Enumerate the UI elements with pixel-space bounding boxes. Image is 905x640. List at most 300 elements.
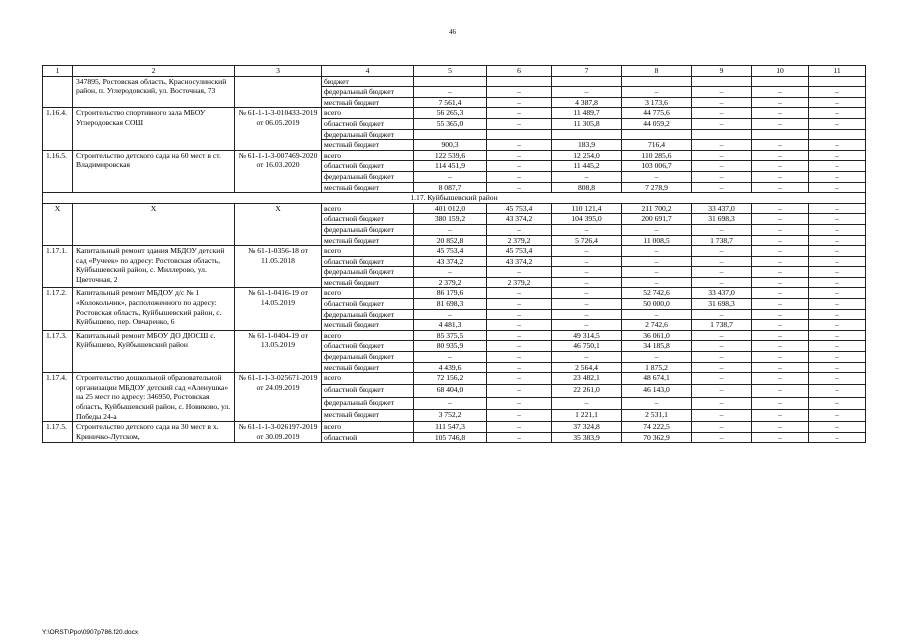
budget-source: всего xyxy=(322,288,414,299)
document-reference: № 61-1-1-3-007469-2020 от 16.03.2020 xyxy=(235,150,322,192)
amount-cell: 3 752,2 xyxy=(414,409,487,421)
document-reference: № 61-1-0356-18 от 11.05.2018 xyxy=(235,246,322,288)
amount-cell: – xyxy=(809,352,866,363)
amount-cell: 56 265,3 xyxy=(414,108,487,119)
object-name: Строительство детского сада на 60 мест в ст. Владимировская xyxy=(73,150,235,192)
amount-cell: – xyxy=(809,87,866,98)
amount-cell: – xyxy=(752,309,809,320)
amount-cell: 2 531,1 xyxy=(622,409,692,421)
amount-cell: 2 742,6 xyxy=(622,320,692,331)
object-name: Капитальный ремонт здания МБДОУ детский сад «Ручеек» по адресу: Ростовская область, Куйбышевский район, с. Миллерово, ул. Цветочная, 2 xyxy=(73,246,235,288)
amount-cell: 1 221,1 xyxy=(552,409,622,421)
amount-cell: – xyxy=(752,267,809,278)
amount-cell xyxy=(487,76,552,87)
amount-cell: – xyxy=(487,422,552,433)
amount-cell: – xyxy=(752,288,809,299)
document-reference xyxy=(235,76,322,108)
amount-cell: – xyxy=(809,246,866,257)
amount-cell: – xyxy=(752,277,809,288)
amount-cell: – xyxy=(552,224,622,235)
budget-source: областной бюджет xyxy=(322,256,414,267)
amount-cell: – xyxy=(487,97,552,108)
amount-cell: 70 362,9 xyxy=(622,432,692,443)
item-number: 1.17.4. xyxy=(43,373,73,422)
amount-cell: 50 000,0 xyxy=(622,299,692,310)
amount-cell: – xyxy=(752,108,809,119)
amount-cell: 401 012,0 xyxy=(414,203,487,214)
budget-source: всего xyxy=(322,373,414,385)
amount-cell: – xyxy=(692,150,752,161)
amount-cell: 31 698,3 xyxy=(692,299,752,310)
amount-cell: – xyxy=(487,140,552,151)
amount-cell: – xyxy=(809,341,866,352)
amount-cell: – xyxy=(692,256,752,267)
amount-cell: – xyxy=(622,352,692,363)
item-number: 1.17.5. xyxy=(43,422,73,443)
budget-source: областной бюджет xyxy=(322,341,414,352)
amount-cell: – xyxy=(752,299,809,310)
amount-cell: 8 087,7 xyxy=(414,182,487,193)
amount-cell: – xyxy=(752,150,809,161)
amount-cell: – xyxy=(414,352,487,363)
amount-cell: 81 698,3 xyxy=(414,299,487,310)
amount-cell: 11 008,5 xyxy=(622,235,692,246)
amount-cell: – xyxy=(552,171,622,182)
budget-source: областной бюджет xyxy=(322,299,414,310)
amount-cell: 33 437,0 xyxy=(692,288,752,299)
amount-cell: 44 775,6 xyxy=(622,108,692,119)
budget-source: местный бюджет xyxy=(322,235,414,246)
table-row xyxy=(43,150,866,161)
amount-cell: 46 143,0 xyxy=(622,385,692,397)
amount-cell: – xyxy=(487,182,552,193)
amount-cell: 716,4 xyxy=(622,140,692,151)
column-number-7: 7 xyxy=(552,66,622,77)
document-reference: № 61-1-1-3-010433-2019 от 06.05.2019 xyxy=(235,108,322,150)
budget-source: федеральный бюджет xyxy=(322,352,414,363)
budget-source: федеральный бюджет xyxy=(322,309,414,320)
amount-cell: – xyxy=(487,432,552,443)
object-name: Строительство спортивного зала МБОУ Углеродовская СОШ xyxy=(73,108,235,150)
item-number: 1.17.2. xyxy=(43,288,73,330)
amount-cell: – xyxy=(809,397,866,409)
amount-cell: – xyxy=(692,330,752,341)
item-number: 1.16.4. xyxy=(43,108,73,150)
amount-cell: – xyxy=(414,87,487,98)
amount-cell: – xyxy=(622,309,692,320)
amount-cell: 68 404,0 xyxy=(414,385,487,397)
section-title: 1.17. Куйбышевский район xyxy=(43,193,866,204)
amount-cell: – xyxy=(809,320,866,331)
table-row xyxy=(43,76,866,87)
amount-cell: 35 383,9 xyxy=(552,432,622,443)
amount-cell: – xyxy=(692,309,752,320)
budget-source: местный бюджет xyxy=(322,320,414,331)
amount-cell: 900,3 xyxy=(414,140,487,151)
amount-cell: – xyxy=(487,309,552,320)
amount-cell: – xyxy=(552,277,622,288)
amount-cell xyxy=(622,76,692,87)
item-number: 1.17.1. xyxy=(43,246,73,288)
amount-cell: 11 305,8 xyxy=(552,118,622,129)
document-reference: № 61-1-0416-19 от 14.05.2019 xyxy=(235,288,322,330)
amount-cell: 1 738,7 xyxy=(692,320,752,331)
amount-cell xyxy=(622,129,692,140)
amount-cell: – xyxy=(692,246,752,257)
amount-cell: – xyxy=(487,171,552,182)
document-reference: № 61-1-0404-19 от 13.05.2019 xyxy=(235,330,322,372)
amount-cell xyxy=(552,76,622,87)
amount-cell: – xyxy=(552,246,622,257)
amount-cell: – xyxy=(752,385,809,397)
amount-cell: 110 285,6 xyxy=(622,150,692,161)
amount-cell: 43 374,2 xyxy=(414,256,487,267)
document-reference: № 61-1-1-3-025671-2019 от 24.09.2019 xyxy=(235,373,322,422)
amount-cell: – xyxy=(809,373,866,385)
amount-cell: – xyxy=(809,140,866,151)
amount-cell: 74 222,5 xyxy=(622,422,692,433)
amount-cell: 31 698,3 xyxy=(692,214,752,225)
amount-cell: – xyxy=(552,288,622,299)
table-row xyxy=(43,373,866,385)
amount-cell: – xyxy=(692,432,752,443)
column-number-8: 8 xyxy=(622,66,692,77)
amount-cell: – xyxy=(752,341,809,352)
amount-cell: – xyxy=(487,385,552,397)
amount-cell: – xyxy=(692,352,752,363)
amount-cell: – xyxy=(487,341,552,352)
object-name: Строительство детского сада на 30 мест в х. Криничко-Лутском, xyxy=(73,422,235,443)
amount-cell: – xyxy=(752,432,809,443)
amount-cell xyxy=(487,129,552,140)
budget-source: всего xyxy=(322,108,414,119)
amount-cell: – xyxy=(809,161,866,172)
amount-cell: – xyxy=(552,320,622,331)
object-name: Капитальный ремонт МБДОУ д/с № 1 «Колокольчик», расположенного по адресу: Ростовская область, Куйбышевский район, с. Куйбышево, пер. Овчаренко, 6 xyxy=(73,288,235,330)
amount-cell xyxy=(809,76,866,87)
table-row xyxy=(43,246,866,257)
budget-source: областной бюджет xyxy=(322,214,414,225)
item-number: 1.16.5. xyxy=(43,150,73,192)
amount-cell: – xyxy=(809,171,866,182)
table-row xyxy=(43,288,866,299)
amount-cell: – xyxy=(487,362,552,373)
amount-cell xyxy=(752,76,809,87)
amount-cell: – xyxy=(552,309,622,320)
amount-cell: 110 121,4 xyxy=(552,203,622,214)
amount-cell: 122 539,6 xyxy=(414,150,487,161)
budget-source: всего xyxy=(322,150,414,161)
amount-cell xyxy=(692,129,752,140)
amount-cell: – xyxy=(752,330,809,341)
amount-cell: – xyxy=(487,330,552,341)
amount-cell: 46 750,1 xyxy=(552,341,622,352)
table-row xyxy=(43,203,866,214)
amount-cell: 45 753,4 xyxy=(487,246,552,257)
amount-cell: – xyxy=(692,182,752,193)
amount-cell: 33 437,0 xyxy=(692,203,752,214)
budget-source: местный бюджет xyxy=(322,140,414,151)
column-number-10: 10 xyxy=(752,66,809,77)
amount-cell xyxy=(414,76,487,87)
amount-cell xyxy=(552,129,622,140)
amount-cell xyxy=(752,129,809,140)
column-number-1: 1 xyxy=(43,66,73,77)
budget-table xyxy=(42,65,866,443)
amount-cell: 3 173,6 xyxy=(622,97,692,108)
amount-cell: – xyxy=(692,409,752,421)
amount-cell: – xyxy=(809,330,866,341)
column-number-3: 3 xyxy=(235,66,322,77)
amount-cell: 111 547,3 xyxy=(414,422,487,433)
document-reference: X xyxy=(235,203,322,245)
amount-cell: 211 700,2 xyxy=(622,203,692,214)
amount-cell: – xyxy=(692,267,752,278)
amount-cell: – xyxy=(809,97,866,108)
amount-cell: 36 061,0 xyxy=(622,330,692,341)
amount-cell: 104 395,0 xyxy=(552,214,622,225)
amount-cell: – xyxy=(809,235,866,246)
amount-cell: – xyxy=(692,87,752,98)
amount-cell: – xyxy=(622,256,692,267)
budget-source: бюджет xyxy=(322,76,414,87)
amount-cell: – xyxy=(414,171,487,182)
amount-cell: 44 059,2 xyxy=(622,118,692,129)
column-number-9: 9 xyxy=(692,66,752,77)
amount-cell: – xyxy=(752,422,809,433)
amount-cell: 7 561,4 xyxy=(414,97,487,108)
table-row xyxy=(43,108,866,119)
amount-cell: 200 691,7 xyxy=(622,214,692,225)
amount-cell: – xyxy=(752,171,809,182)
section-row xyxy=(43,193,866,204)
amount-cell: – xyxy=(692,362,752,373)
item-number xyxy=(43,76,73,108)
amount-cell: – xyxy=(752,409,809,421)
budget-source: местный бюджет xyxy=(322,97,414,108)
amount-cell xyxy=(809,129,866,140)
object-name: Капитальный ремонт МБОУ ДО ДЮСШ с. Куйбышево, Куйбышевский район xyxy=(73,330,235,372)
amount-cell: – xyxy=(809,299,866,310)
budget-source: местный бюджет xyxy=(322,182,414,193)
amount-cell: 105 746,8 xyxy=(414,432,487,443)
amount-cell: 11 489,7 xyxy=(552,108,622,119)
column-number-4: 4 xyxy=(322,66,414,77)
amount-cell: 2 379,2 xyxy=(414,277,487,288)
amount-cell: – xyxy=(622,267,692,278)
amount-cell: 37 324,8 xyxy=(552,422,622,433)
amount-cell: 45 753,4 xyxy=(487,203,552,214)
budget-source: местный бюджет xyxy=(322,409,414,421)
budget-source: федеральный бюджет xyxy=(322,267,414,278)
amount-cell: 23 482,1 xyxy=(552,373,622,385)
amount-cell: – xyxy=(809,277,866,288)
budget-source: федеральный бюджет xyxy=(322,397,414,409)
table-row xyxy=(43,422,866,433)
amount-cell: – xyxy=(622,277,692,288)
amount-cell: – xyxy=(487,397,552,409)
amount-cell: – xyxy=(809,385,866,397)
amount-cell: – xyxy=(487,267,552,278)
amount-cell: 22 261,0 xyxy=(552,385,622,397)
amount-cell: – xyxy=(752,320,809,331)
amount-cell: – xyxy=(487,352,552,363)
amount-cell: – xyxy=(752,235,809,246)
amount-cell: – xyxy=(752,182,809,193)
footer-file-path: Y:\ORST\Ppo\0907p786.f20.docx xyxy=(42,629,139,636)
amount-cell: – xyxy=(552,256,622,267)
budget-source: федеральный бюджет xyxy=(322,129,414,140)
amount-cell: 85 375,5 xyxy=(414,330,487,341)
amount-cell: – xyxy=(552,352,622,363)
budget-source: областной бюджет xyxy=(322,118,414,129)
column-number-2: 2 xyxy=(73,66,235,77)
object-name: Строительство дошкольной образовательной организации МБДОУ детский сад «Аленушка» на 25 мест по адресу: 346950, Ростовская область, Куйбышевский район, с. Новиково, ул. Победы 24-а xyxy=(73,373,235,422)
amount-cell: – xyxy=(487,224,552,235)
amount-cell: – xyxy=(809,214,866,225)
amount-cell: 4 481,3 xyxy=(414,320,487,331)
amount-cell: – xyxy=(809,422,866,433)
amount-cell: 183,9 xyxy=(552,140,622,151)
object-name: X xyxy=(73,203,235,245)
budget-source: местный бюджет xyxy=(322,362,414,373)
amount-cell: 49 314,5 xyxy=(552,330,622,341)
amount-cell: – xyxy=(692,224,752,235)
amount-cell: – xyxy=(487,161,552,172)
page-number: 46 xyxy=(449,28,456,36)
amount-cell: – xyxy=(809,150,866,161)
amount-cell: 52 742,6 xyxy=(622,288,692,299)
amount-cell: 7 278,9 xyxy=(622,182,692,193)
amount-cell: – xyxy=(692,397,752,409)
amount-cell: 20 852,8 xyxy=(414,235,487,246)
amount-cell: – xyxy=(487,288,552,299)
amount-cell: – xyxy=(809,432,866,443)
budget-source: областной бюджет xyxy=(322,161,414,172)
amount-cell: – xyxy=(692,161,752,172)
budget-source: федеральный бюджет xyxy=(322,171,414,182)
amount-cell: 11 445,2 xyxy=(552,161,622,172)
amount-cell: – xyxy=(752,362,809,373)
amount-cell: – xyxy=(414,224,487,235)
amount-cell: – xyxy=(809,288,866,299)
amount-cell: – xyxy=(692,422,752,433)
amount-cell: – xyxy=(752,246,809,257)
amount-cell: – xyxy=(752,203,809,214)
budget-source: местный бюджет xyxy=(322,277,414,288)
amount-cell: – xyxy=(809,309,866,320)
amount-cell: 55 365,0 xyxy=(414,118,487,129)
amount-cell: – xyxy=(692,373,752,385)
amount-cell: – xyxy=(692,385,752,397)
budget-source: областной бюджет xyxy=(322,385,414,397)
amount-cell: – xyxy=(622,87,692,98)
amount-cell: 12 254,0 xyxy=(552,150,622,161)
amount-cell: 43 374,2 xyxy=(487,256,552,267)
item-number: X xyxy=(43,203,73,245)
budget-source: областной xyxy=(322,432,414,443)
amount-cell: – xyxy=(752,397,809,409)
amount-cell: – xyxy=(692,277,752,288)
amount-cell: – xyxy=(752,256,809,267)
amount-cell: – xyxy=(552,397,622,409)
amount-cell: – xyxy=(692,108,752,119)
amount-cell: – xyxy=(809,182,866,193)
amount-cell: 48 674,1 xyxy=(622,373,692,385)
amount-cell: – xyxy=(809,108,866,119)
amount-cell: – xyxy=(487,150,552,161)
column-number-6: 6 xyxy=(487,66,552,77)
amount-cell: – xyxy=(487,299,552,310)
amount-cell: – xyxy=(752,118,809,129)
amount-cell: – xyxy=(552,267,622,278)
amount-cell: – xyxy=(692,118,752,129)
amount-cell: – xyxy=(809,409,866,421)
amount-cell: – xyxy=(809,362,866,373)
amount-cell: – xyxy=(752,214,809,225)
budget-source: федеральный бюджет xyxy=(322,87,414,98)
amount-cell: – xyxy=(752,224,809,235)
column-number-5: 5 xyxy=(414,66,487,77)
amount-cell: – xyxy=(809,118,866,129)
budget-source: федеральный бюджет xyxy=(322,224,414,235)
amount-cell: – xyxy=(692,140,752,151)
amount-cell: – xyxy=(752,373,809,385)
amount-cell: – xyxy=(487,87,552,98)
amount-cell: 34 185,8 xyxy=(622,341,692,352)
amount-cell: 45 753,4 xyxy=(414,246,487,257)
document-reference: № 61-1-1-3-026197-2019 от 30.09.2019 xyxy=(235,422,322,443)
table-header-row xyxy=(43,66,866,77)
amount-cell: 72 156,2 xyxy=(414,373,487,385)
amount-cell: – xyxy=(552,299,622,310)
amount-cell: – xyxy=(487,108,552,119)
amount-cell: 1 875,2 xyxy=(622,362,692,373)
amount-cell: – xyxy=(622,246,692,257)
budget-source: всего xyxy=(322,422,414,433)
amount-cell: 2 564,4 xyxy=(552,362,622,373)
amount-cell: – xyxy=(414,397,487,409)
amount-cell: 5 726,4 xyxy=(552,235,622,246)
amount-cell: – xyxy=(809,256,866,267)
object-name: 347895, Ростовская область, Красносулинский район, п. Углеродовский, ул. Восточная, 73 xyxy=(73,76,235,108)
budget-source: всего xyxy=(322,330,414,341)
amount-cell: – xyxy=(487,118,552,129)
amount-cell: 380 159,2 xyxy=(414,214,487,225)
amount-cell: – xyxy=(752,161,809,172)
amount-cell: – xyxy=(752,352,809,363)
amount-cell: – xyxy=(809,267,866,278)
amount-cell: – xyxy=(487,373,552,385)
amount-cell: 1 738,7 xyxy=(692,235,752,246)
amount-cell: 808,8 xyxy=(552,182,622,193)
amount-cell: – xyxy=(752,140,809,151)
amount-cell: – xyxy=(622,397,692,409)
amount-cell: – xyxy=(752,87,809,98)
amount-cell: 2 379,2 xyxy=(487,235,552,246)
amount-cell: 2 379,2 xyxy=(487,277,552,288)
amount-cell xyxy=(692,76,752,87)
amount-cell: – xyxy=(809,203,866,214)
amount-cell: 114 451,9 xyxy=(414,161,487,172)
amount-cell: – xyxy=(414,309,487,320)
budget-source: всего xyxy=(322,203,414,214)
amount-cell: – xyxy=(487,320,552,331)
amount-cell: – xyxy=(552,87,622,98)
amount-cell: – xyxy=(752,97,809,108)
amount-cell: 86 179,6 xyxy=(414,288,487,299)
amount-cell: 4 387,8 xyxy=(552,97,622,108)
